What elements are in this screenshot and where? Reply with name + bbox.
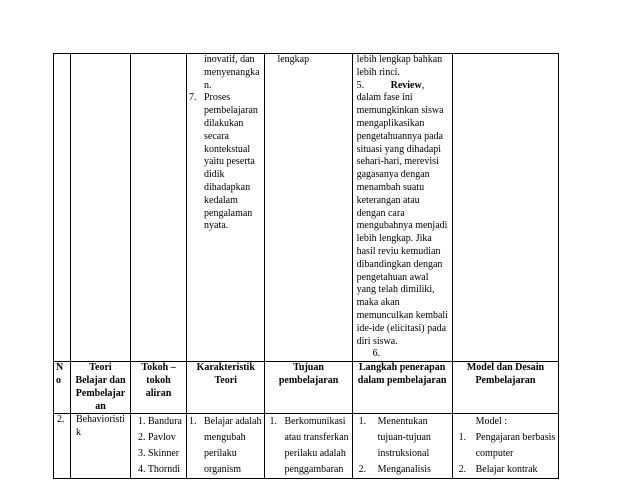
text-line: kontekstual [204, 143, 251, 155]
list-number: 2. [138, 432, 146, 444]
review-word: Review [390, 79, 422, 91]
header-text: Teori [214, 374, 237, 386]
cell-teori-empty [71, 54, 131, 362]
list-number: 2. [458, 464, 467, 476]
cell-no [54, 414, 71, 479]
header-row [54, 362, 559, 414]
list-item [459, 430, 556, 462]
header-text: Teori [89, 362, 112, 374]
text-line: dengan cara [356, 207, 405, 219]
list-number: 1. [269, 416, 277, 428]
list-item [189, 92, 261, 233]
list-number: 1. [358, 416, 367, 428]
text-line: perilaku [204, 448, 237, 460]
list-item [138, 414, 183, 430]
header-text: N [56, 362, 64, 374]
text-line: menyenangka [204, 66, 260, 78]
text-line: penggambaran [284, 464, 344, 476]
text-line: gagasanya dengan [356, 169, 430, 181]
header-text: Belajar dan [75, 374, 126, 386]
header-tokoh [131, 362, 187, 414]
row-number: 2. [57, 414, 65, 426]
review-punct: , [421, 79, 425, 91]
header-text: Karakteristik [196, 362, 255, 374]
text-line: nyata. [204, 220, 229, 232]
text-line: secara [204, 130, 229, 142]
text-line: tujuan-tujuan [377, 432, 431, 444]
model-title: Model : [475, 416, 507, 428]
header-teori [71, 362, 131, 414]
header-model [452, 362, 559, 414]
text-line: computer [475, 448, 514, 460]
text-line: lebih rinci. [356, 66, 400, 78]
text-line: lengkap [277, 54, 310, 65]
header-text: pembelajaran [278, 374, 339, 386]
table-row [54, 414, 559, 479]
text-line: menambah suatu [356, 181, 425, 193]
header-text: Langkah penerapan [358, 362, 446, 374]
text-line: Proses [204, 92, 231, 104]
tokoh-name: Thorndi [147, 464, 181, 476]
list-item [359, 414, 449, 462]
text-line: sehari-hari, merevisi [356, 156, 439, 168]
tokoh-name: Skinner [148, 448, 180, 460]
text-line: dilakukan [204, 117, 244, 129]
text-line: Pengajaran berbasis [475, 432, 556, 444]
cell-tokoh [131, 414, 187, 479]
cell-tujuan [265, 414, 352, 479]
text-line: dihadapkan [204, 181, 251, 193]
list-item [459, 462, 556, 478]
text-line: Menentukan [377, 416, 428, 428]
list-number: 1. [189, 416, 197, 428]
tokoh-name: Bandura [148, 416, 182, 428]
text-line: pembelajaran [204, 105, 258, 117]
list-number: 2. [358, 464, 367, 476]
header-langkah [352, 362, 452, 414]
text-line: Menganalisis [377, 464, 431, 476]
tokoh-name: Pavlov [148, 432, 176, 444]
text-line: diri siswa. [356, 335, 398, 347]
header-text: dalam pembelajaran [357, 374, 447, 386]
text-line: mengubahnya menjadi [356, 220, 448, 232]
list-item [359, 462, 449, 478]
continuation-row [54, 54, 559, 362]
list-number: 4. [138, 464, 146, 476]
text-line: k [76, 427, 81, 439]
list-item [138, 430, 183, 446]
text-line: yaitu peserta [204, 156, 255, 168]
list-number: 1. [458, 432, 467, 444]
text-line: atau transferkan [284, 432, 349, 444]
list-number: 3. [138, 448, 146, 460]
content-table [53, 53, 559, 479]
header-text: Tokoh – [141, 362, 176, 374]
header-karakteristik [187, 362, 265, 414]
list-item [138, 462, 183, 478]
text-line: dibandingkan dengan [356, 258, 443, 270]
text-line: memungkinkan siswa [356, 105, 444, 117]
text-line: maka akan [356, 297, 400, 309]
cell-no-empty [54, 54, 71, 362]
header-text: Pembelajar [75, 387, 126, 399]
header-text: o [56, 374, 61, 386]
text-line: pengalaman [204, 207, 253, 219]
list-item [189, 414, 261, 478]
text-line: keterangan atau [356, 194, 420, 206]
text-line: Belajar adalah [204, 416, 262, 428]
text-line: lebih lengkap bahkan [356, 54, 443, 65]
cell-model-empty [452, 54, 559, 362]
header-no [54, 362, 71, 414]
cell-langkah [352, 414, 452, 479]
cell-model [452, 414, 559, 479]
list-item [138, 446, 183, 462]
text-line: instruksional [377, 448, 430, 460]
cell-tujuan [265, 54, 352, 362]
list-number: 6. [372, 348, 381, 360]
text-line: situasi yang dihadapi [356, 143, 442, 155]
header-tujuan [265, 362, 352, 414]
header-text: tokoh [146, 374, 171, 386]
text-line: perilaku adalah [284, 448, 346, 460]
text-line: dalam fase ini [356, 92, 413, 104]
text-line: didik [204, 169, 225, 181]
text-line: Behavioristi [76, 414, 125, 426]
header-text: an [95, 400, 106, 412]
review-heading [357, 80, 449, 93]
text-line: kedalam [204, 194, 238, 206]
list-number: 1. [138, 416, 146, 428]
list-item [269, 414, 348, 478]
text-line: organism [204, 464, 242, 476]
text-line: ide-ide (elicitasi) pada [356, 322, 447, 334]
header-text: aliran [145, 387, 172, 399]
text-line: inovatif, dan [204, 54, 255, 65]
header-text: Model dan Desain [466, 362, 545, 374]
text-line: pengetahuannya pada [356, 130, 443, 142]
text-line: pengetahuan awal [356, 271, 429, 283]
text-line: mengaplikasikan [356, 117, 425, 129]
text-line: mengubah [204, 432, 246, 444]
cell-karakteristik [187, 54, 265, 362]
header-text: Pembelajaran [475, 374, 536, 386]
list-number: 7. [189, 92, 197, 104]
cell-teori [71, 414, 131, 479]
cell-langkah [352, 54, 452, 362]
text-line: n. [204, 79, 212, 91]
text-line: yang telah dimiliki, [356, 284, 435, 296]
list-number: 5. [356, 79, 365, 91]
text-line: hasil reviu kemudian [356, 245, 441, 257]
cell-karakteristik [187, 414, 265, 479]
header-text: Tujuan [293, 362, 324, 374]
text-line: Belajar kontrak [475, 464, 538, 476]
text-line: memunculkan kembali [356, 309, 448, 321]
cell-tokoh-empty [131, 54, 187, 362]
text-line: Berkomunikasi [284, 416, 346, 428]
text-line: lebih lengkap. Jika [356, 233, 432, 245]
